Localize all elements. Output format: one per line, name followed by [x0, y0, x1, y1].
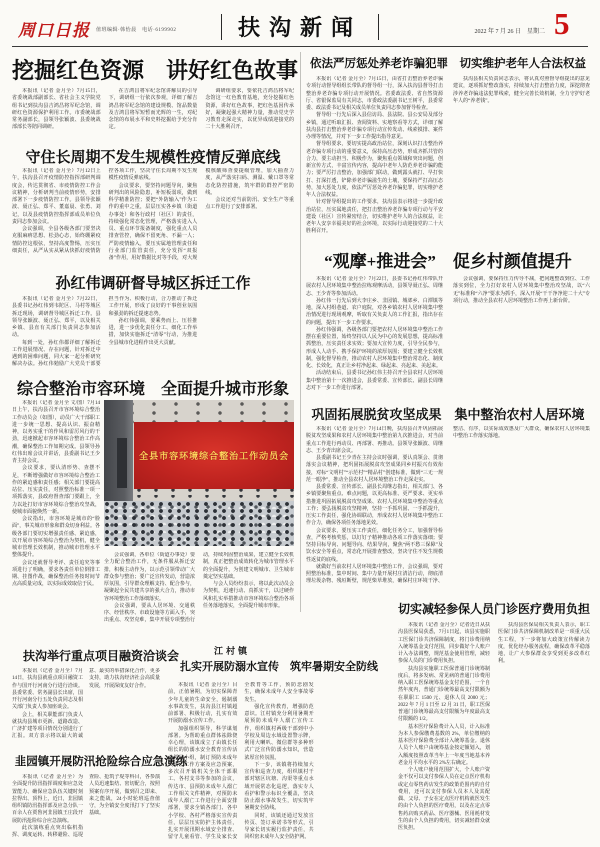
body-demolition: 本报讯（记者 金月全）7月22日，县委书记孙红伟到韦陀区、马村等城区拆迁现场，调研督导城区拆迁工作。县领导张颖波、聂正弘、郑平，以及相关乡镇、县直有关部门负责同志参加活动。 每到一处，孙红伟都详细了解拆迁工作进展情况、存在问题，针对拆迁中遇到的困难问题，同大家一起分析研究解决办法。孙红伟勉励广大党员干部要担当作为、积极行动，合力推动了拆迁工作开展，形成了良好的干事创业氛围和强劲的拆迁提速态势。 孙红伟强调，要乘势而上、压茬推进，进一步优化责任分工、细化工作举措，加快实施拆迁“清零”行动，为推进全县城市化进程作出更大贡献。: [12, 297, 198, 368]
headline-epidemic: 守住长周期不发生规模性疫情反弹底线: [25, 150, 281, 166]
photo-banner-text: 全县市容环境综合整治工作动员会: [139, 450, 290, 461]
main-column-divider: [300, 52, 301, 612]
body-drowning: 本报讯（记者 金月全）目前，正值暑期，为切实保障青少年儿童的生命安全，遏制溺水事故发生，扶沟县江村镇超前部署、积极行动，扎实有效开展防溺水宣传工作。 加强组织领导，科学谋划部署。为帮助重点群体祛除侥幸心理，该镇成立了由镇长任组长的防溺水安全教育宣传活动领导小组，制订预防未成年人溺亡工作方案及应急预案，多次召开镇机关全体干部职工、各村支书等参加的会议，传达市、县预防未成年人溺亡工作相关文件精神，对预防未成年人溺亡工作进行全面安排部署，要求全镇各部门、各中小学校、各村严格落实宣传责任，层层压实防护主体责任，扎实开展汛期水域安全排查、留守儿童看管、学生及家长安全教育等工作，预防悲剧发生，确保未成年人安全事故零发生。 强化宣传教育，增强防范意识。江村镇充分利用暑期开展预防未成年人溺亡宣传工作，组织镇村两级干部到中小学校及周边水域设置警示牌，利用大喇叭、微信群等多种形式广泛宣传防溺水知识，营造浓厚宣传氛围。 下一步，该镇将持续加大宣传和巡查力度，组织镇村干部对辖区坑塘、沟渠等重点水域开展常态化巡逻，落实专人看护和警示标识全覆盖，坚决防止溺水事故发生，切实筑牢暑期安全防线。 同时，该镇还通过发放宣传页、签订承诺书等形式，引导家长切实履行监护责任，共同织密未成年人安全防护网。: [168, 683, 314, 841]
photo-wall-panel: [117, 438, 127, 488]
headline-elder-fraud: 依法严厉惩处养老诈骗犯罪 切实维护老年人合法权益: [310, 58, 586, 70]
masthead-logo: 周口日报: [18, 21, 90, 40]
page-number: 5: [554, 6, 570, 41]
headline-rural-inspection: “观摩+推进会” 促乡村颜值提升: [324, 252, 572, 271]
headline-flood-drill: 韭园镇开展防汛抢险综合应急演练: [14, 756, 188, 768]
body-rural-inspection: 本报讯（记者 金月全）7月22日，县委书记孙红伟带队开展农村人居环境集中整治拉练观摩活动，县领导聂正弘、周继志、王少青等参加活动。 孙红伟一行先后到大李庄乡、韭园镇、城郊乡、白潭镇等地，深入村组巷道、农户庭院，对各乡镇农村人居环境集中整治情况进行现场观摩，听取有关负责人的工作汇报，指出存在的问题，提出下一步工作要求。 孙红伟强调，各级各部门要把农村人居环境集中整治工作摆在重要位置，始终坚持以人民为中心的发展思想，提高标准抓整治，压实责任求实效；要加大宣传力度，引导全民参与，形成人人动手、携手保护环境的浓厚氛围；要建立健全长效机制，强化督导检查，推动农村人居环境集中整治常态化、制度化、长效化，真正让乡村净起来、绿起来、亮起来、美起来。 活动结束后，县委书记孙红伟主持召开全县农村人居环境集中整治第十一次推进会，县委常委、宣传部长、副县长周继志对下一步工作进行部署。 会议强调，要保持压力传导不减，把问题整改到位、工作落实到位，全力打好农村人居环境集中整治攻坚战，以“六无”标准和“六净”要求为抓手，深入开展“干干净净迎二十大”专项行动，推动全县农村人居环境整治工作再上新台阶。: [306, 277, 590, 391]
section-header: [195, 11, 405, 42]
section-bar-right: [378, 14, 379, 40]
body-city-env-bottom: 会议强调，各单位（街道办事处）要全力配合整治工作，无条件服从拆迁安排，积极主动作为，以示范引领带动广大群众参与整治；要广泛宣传发动，营造浓厚氛围，引导群众理解支持、配合参与，凝聚起全民共建共享的强大合力，推动市容环境整治工作落细落实。 会议强调，要从人居环境、交通秩序、经营秩序、市政设施等方面入手，突出重点、攻坚克难，集中开展专项整治行动，持续巩固整治成果，建立健全长效机制，真正把整治成效转化为城市管理水平的全面提升，为创建文明城市、卫生城市奠定坚实基础。 与会人员纷纷表示，将以此次动员会为契机，迅速行动、真抓实干，以过硬作风和扎实举措推动市容环境综合整治各项任务落地落实，全面提升城市形象。: [104, 553, 294, 624]
section-bar-left: [221, 14, 222, 40]
body-epidemic: 本报讯（记者 金月全）7月12日上午，扶沟县召开疫情防控指挥部研判调度会，传达贯彻省、市疫情防控工作会议精神，分析研判当前疫情形势，安排部署下一步疫情防控工作。县领导张颖波、聂正弘、郑平、董嘉晨、张勇、刘记，以及县疫情防控指挥部成员单位负责同志参加会议。 会议强调，全县各级各部门要坚决克服麻痹思想、松劲心态，始终绷紧疫情防控这根弦，坚持高度警惕，压实压细责任，从严从实从紧从快抓好疫情防控各项工作，坚决守住长周期不发生规模性疫情反弹底线。 会议要求，要坚持问题导向，聚焦研判出的风险隐患，补短板弱项，做到科学精准防控；要把“外防输入”作为工作的重中之重，层层压实各乡镇（街道办事处）和各行政村（社区）的责任，持续强化常态化管理，严格落实进入人员、重点环节报备制度，强化重点人员排查管控，确保不留死角、不漏一人；严防疫情输入，要压实属地管理责任和行业部门监管责任，充分发挥“双报备”作用，用好数据比对等手段，对大规模核酸筛查要提级管理，加大抽查力度，从严落实扫码、测温、戴口罩等常态化防控措施，筑牢群防群控严密防线。 会议还对当前防汛、安全生产等重点工作进行了安排部署。: [12, 169, 294, 261]
headline-medical: 切实减轻参保人员门诊医疗费用负担: [398, 602, 591, 616]
body-flood-drill: 本报讯（记者 金月全）为全面提升防汛指挥调度和应急处置能力、确保应急队伍关键时刻拉得出、顶得上，近日，韭园镇组织镇防汛指挥部及应急分队一百余人在贾鲁河韭园镇王庄段开展防汛抢险综合应急演练。 此次演练重点突出临机指挥、调度运转、转移避险、巡堤查险、抢筑子堤等科目，各参演人员迅速集结、密切配合，按照预案有序开展，做到召之即来、来之能战，24小时轮班巡查值守，为全镇安全度汛打下了坚实基础。: [12, 775, 160, 838]
headline-city-env: 综合整治市容环境 全面提升城市形象: [16, 381, 289, 398]
body-elder-fraud: 本报讯（记者 金月全）7月15日，由省打击整治养老诈骗专项行动督导组组长带队的督导组一行，深入扶沟县督导打击整治养老诈骗专项行动开展情况。省委政法委、省自然资源厅、省银保监局有关同志，市委政法委副书记王树平，县委常委、政法委书记及相关成员单位负责同志参加督导检查。 督导组一行先后深入县信访局、县法院、县公安局及部分乡镇，通过听取汇报、查阅资料、实地察看等方式，详细了解扶沟县打击整治养老诈骗专项行动宣传发动、线索摸排、案件办理等情况，并对下一步工作提出指导意见。 督导组要求，要切实提高政治站位，深刻认识打击整治养老诈骗专项行动的重要意义，保持高压态势，形成齐抓共管的合力，要主动担当、积极作为，聚焦重点领域和突出问题，创新宣传方式，丰富宣传内容，提高中老年人防范养老诈骗的能力；要严厉打击整治，加强部门联动，做到露头就打、早打快打、打深打透，铲除养老诈骗滋生的土壤，要保持严打高压态势，加大惩处力度，依法严厉惩处养老诈骗犯罪，切实维护老年人合法权益。 针对督导组提出的工作要求，扶沟县表示将进一步提升政治站位，压实属地责任，把打击整治养老诈骗专项行动与平安建设（社区）宣传紧密结合，切实维护老年人的合法权益，让老年人安享幸福美好的社会环境，以实际行动迎接党的二十大胜利召开。 扶沟县相关负责同志表示，将认真对照督导组提出的意见建议，逐项抓好整改落实，持续加大打击整治力度，深挖彻查涉养老诈骗违法犯罪线索，健全完善长效机制，全力守护好老年人的“养老钱”。: [306, 77, 590, 235]
headline-financing: 扶沟举行重点项目融资洽谈会: [22, 649, 179, 663]
body-medical: 本报讯（记者 金月全）记者近日从扶沟县医保局获悉，7月1日起，该县实施职工医保门诊共济保障制度，将门诊费用纳入统筹基金支付范围，同步做好个人账户计入办法调整，规范基金使用管理，减轻参保人员的门诊费用负担。 扶沟县实施职工医保普通门诊统筹制度后，将多发病、常见病的普通门诊费用纳入职工医保统筹基金支付范围，一个自然年度内，普通门诊统筹最高支付限额为在职职工 1500 元、退休人员 2000 元；2022 年 7 月 1 日至 12 月 31 日，职工医保普通门诊统筹最高支付限额为年度最高支付限额的 1/2。 基本医疗保险费计入人员，计入标准为本人参保缴费基数的 2%，单位缴纳的基本医疗保险费全部计入统筹基金。退休人员个人账户由统筹基金按定额划入，划入额度按照改革当年上一年度当地基本养老金月平均水平的 2%左右确定。 个人账户使用范围扩大，个人账户资金不仅可以支付参保人员在定点医疗机构或定点零售药店发生的政策范围内的自付费用，还可以支付参保人员本人及其配偶、父母、子女在定点医疗机构就医发生的由个人负担的医疗费用，以及在定点零售药店购买药品、医疗器械、医用耗材发生的由个人负担的费用，切实减轻群众就医负担。 扶沟县医保局相关负责人表示，职工医保门诊共济保障机制改革是一项重大民生工程，下一步将加大政策宣传解读力度，优化经办服务流程，确保改革平稳落地，让广大参保群众享受到更多改革红利。: [398, 623, 590, 831]
kicker-jiangcun: 江村镇: [214, 646, 251, 656]
body-city-env-left: 本报讯（记者 金月全 文/图）7月14日上午，扶沟县召开市容环境综合整治工作动员会（如图），动员广大干部职工进一步统一思想、提高认识、振奋精神，以务实重干的作风和雷厉风行的干劲，迅速掀起市容环境综合整治工作高潮，确保整治工作如期完成。县领导孙红伟出席会议并讲话，县委副书记王少青主持会议。 会议要求，要认清形势、查摆不足，不断增强做好市容环境综合整治工作的紧迫感和责任感；相关部门要提高站位、压实责任，对照整治标准一项一项抓落实，县政府督查部门要跟上，全力以赴打好市容环境综合整治攻坚战，使城市面貌焕然一新。 会议指出，市容环境是城市的“脸面”，事关城市形象和群众切身利益。各级各部门要切实增强责任感、紧迫感，以开展市容环境综合整治为契机，健全城市管理长效机制，推动城市管理水平整体提升。 会议还就督导考评、责任追究等事项进行了明确，要求各责任单位倒排工期、挂图作战，确保整治任务按时间节点高质量完成，以实际成效取信于民。: [12, 401, 100, 588]
body-red-resources: 本报讯（记者 金月全）7月15日，省委统战部副部长、省社会主义学院党组书记到扶沟县吉鸿昌将军纪念馆，调研红色资源保护利用工作。市委统战部常务副部长，县领导张颖波、县委统战部部长等陪同调研。 在吉鸿昌将军纪念馆讲解员的引导下，调研组一行依次参观，详细了解吉鸿昌将军纪念馆的建设规模、馆品数量及吉鸿昌将军短暂而光辉的一生，对纪念馆的布展水平和史料挖掘给予充分肯定。 调研组要求，要依托吉鸿昌将军纪念馆这一红色教育基地，充分挖掘红色资源，讲好红色故事，把红色基因传承好，凝聚起强大精神力量，推动党史学习教育走深走实，以优异成绩迎接党的二十大胜利召开。: [12, 89, 294, 131]
body-poverty: 本报讯（记者 金月全）7月14日晚，扶沟县召开巩固拓展脱贫攻坚成果和农村人居环境集中整治第九次推进会，对当前重点工作进行再动员、再部署、再推动。县领导张颖波、周继志、王少青出席会议。 县委副书记王少青在主持会议时强调，要认真领会、贯彻落实会议精神，把巩固拓展脱贫攻坚成果同乡村振兴有效衔接，对标“文明村”“示范村”“精品村”创建标准，做到“三无一规范一眼净”，推动全县农村人居环境整治工作走深走实。 县委常委、宣传部长、副县长周继志指出，相关部门、各乡镇要聚焦重点、难点问题，以更高标准、更严要求、更实举措推进巩固拓展脱贫攻坚成果、农村人居环境集中整治等重点工作；要弘扬脱贫攻坚精神，坚持一手抓巩固、一手抓提升，压实工作责任，强化协调联动，形成农村人居环境集中整治工作合力，确保各项任务落地见效。 会议要求，要压实工作责任，细化任务分工，加强督导检查，严格考核奖惩，以钉钉子精神推动各项工作落实落细；要坚持目标导向、问题导向、结果导向，聚焦“两不愁三保障”及饮水安全等重点，常态化开展排查整改，坚决守住不发生规模性返贫的底线。 就做好当前农村人居环境集中整治工作，会议强调，要对照整治标准，集中时间、集中力量开展村庄清洁行动，彻底清理垃圾杂物、残垣断壁，规范柴草堆放，确保村庄环境干净、整洁、有序，以实际成效惠及广大群众，确保农村人居环境集中整治工作落实落地。: [306, 427, 590, 585]
headline-red-resources: 挖掘红色资源 讲好红色故事: [12, 58, 299, 83]
masthead-info: 值班编辑·韩怡晨 电话·6199902: [96, 28, 177, 33]
section-title: 扶沟新闻: [237, 15, 362, 40]
header-rule: [12, 46, 588, 47]
headline-drowning: 扎实开展防溺水宣传 筑牢暑期安全防线: [180, 661, 378, 673]
headline-poverty: 巩固拓展脱贫攻坚成果 集中整治农村人居环境: [311, 407, 585, 422]
body-financing: 本报讯（记者 金月全）7月14日，扶沟县就重点项目融资工作与国开行河南分行进行洽谈。县委常委、常务副县长出席，国开行河南分行五处负责同志及相关部门负责人参加座谈会。 会上，相关职能部门负责人就扶沟县城市更新、道路改造、广济扩建等项目情况分别进行了汇报。双方表示将以最大的诚意、最实的举措深化合作，更多支持，助力扶沟经济社会高质量发展，开展深度友好合作。: [12, 669, 160, 740]
photo-red-screen: [134, 422, 294, 489]
meeting-photo: [104, 400, 294, 546]
headline-demolition: 孙红伟调研督导城区拆迁工作: [55, 276, 251, 292]
date-line: 2022 年 7 月 26 日 星期二: [474, 29, 545, 35]
photo-audience: [104, 501, 294, 546]
